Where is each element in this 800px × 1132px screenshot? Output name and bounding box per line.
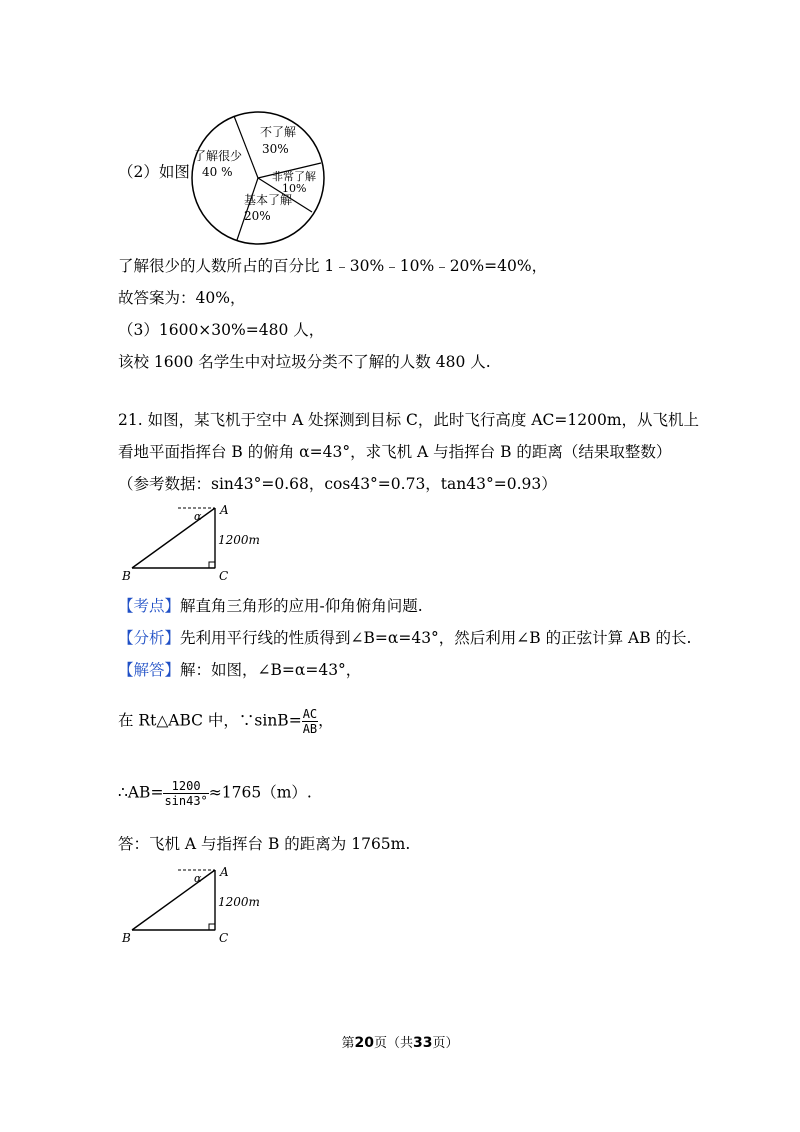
- sin-fraction: [302, 707, 318, 736]
- fig2-alpha: α: [194, 872, 202, 885]
- footer-post: 页）: [432, 1036, 459, 1051]
- fig1-height: 1200m: [218, 533, 260, 547]
- ab-line: [118, 779, 312, 808]
- fig1-alpha: α: [194, 510, 202, 523]
- pie-label-buliaojie: 不了解: [260, 125, 297, 139]
- part2-line3: （3）1600×30%=480 人，: [118, 321, 325, 339]
- kaodian-line: [118, 596, 423, 616]
- footer-page-number: 20: [354, 1035, 374, 1051]
- rt-line: [118, 707, 334, 736]
- fenxi-tag: 【分析】: [118, 629, 181, 647]
- jieda-text: 解：如图，∠B=α=43°，: [180, 661, 362, 679]
- pie-pct-buliaojie: 30%: [262, 142, 289, 156]
- part2-line1: 了解很少的人数所占的百分比 1﹣30%﹣10%﹣20%=40%，: [118, 257, 548, 275]
- pie-pct-henshao: 40 %: [202, 165, 233, 179]
- ab-suffix: ≈1765（m）.: [208, 783, 312, 802]
- fig2-height: 1200m: [218, 895, 260, 909]
- triangle-figure-1: [118, 500, 278, 585]
- page-footer: [0, 1032, 800, 1051]
- q21-line2: 看地平面指挥台 B 的俯角 α=43°，求飞机 A 与指挥台 B 的距离（结果取整数）: [118, 443, 672, 461]
- footer-mid: 页（共: [373, 1036, 413, 1051]
- fig1-label-b: B: [122, 569, 131, 583]
- sin-numerator: AC: [302, 707, 318, 721]
- fig2-label-b: B: [122, 931, 131, 945]
- rt-prefix: 在 Rt△ABC 中，∵sinB=: [118, 711, 302, 730]
- kaodian-tag: 【考点】: [118, 597, 181, 615]
- part2-line2: 故答案为：40%，: [118, 289, 246, 307]
- pie-label-henshao: 了解很少: [194, 149, 243, 163]
- ab-numerator: 1200: [163, 779, 208, 794]
- triangle-figure-2: [118, 862, 278, 947]
- part2-line4: 该校 1600 名学生中对垃圾分类不了解的人数 480 人.: [118, 353, 491, 371]
- q21-line1: 21. 如图，某飞机于空中 A 处探测到目标 C，此时飞行高度 AC=1200m，从飞机上: [118, 411, 700, 429]
- pie-pct-jiben: 20%: [244, 209, 271, 223]
- ab-prefix: ∴AB=: [118, 783, 164, 802]
- fenxi-text: 先利用平行线的性质得到∠B=α=43°，然后利用∠B 的正弦计算 AB 的长.: [180, 629, 692, 647]
- pie-pct-feichang: 10%: [282, 182, 307, 195]
- pie-label-jiben: 基本了解: [244, 193, 293, 207]
- q21-line3: （参考数据：sin43°=0.68，cos43°=0.73，tan43°=0.93）: [118, 475, 557, 493]
- jieda-line: [118, 660, 361, 680]
- fig1-label-c: C: [219, 569, 229, 583]
- footer-pre: 第: [341, 1036, 355, 1051]
- sin-denominator: AB: [302, 722, 318, 736]
- pie-chart: [188, 108, 328, 248]
- fig2-label-c: C: [219, 931, 229, 945]
- pie-prefix: （2）如图: [118, 163, 190, 181]
- ab-denominator: sin43°: [164, 794, 208, 808]
- fig1-label-a: A: [220, 503, 229, 517]
- footer-total-pages: 33: [413, 1035, 433, 1051]
- kaodian-text: 解直角三角形的应用-仰角俯角问题.: [180, 597, 423, 615]
- fenxi-line: [118, 628, 691, 648]
- pie-label-feichang: 非常了解: [272, 170, 316, 183]
- fig2-label-a: A: [220, 865, 229, 879]
- answer-line: 答：飞机 A 与指挥台 B 的距离为 1765m.: [118, 835, 411, 853]
- jieda-tag: 【解答】: [118, 661, 181, 679]
- rt-suffix: ，: [318, 711, 334, 730]
- ab-fraction: [163, 779, 208, 808]
